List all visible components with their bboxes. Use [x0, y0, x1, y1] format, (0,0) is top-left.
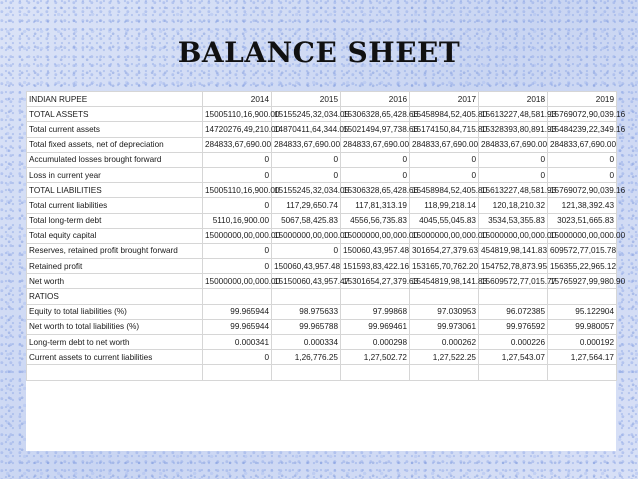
- row-value: 15174150,84,715.80: [410, 122, 479, 137]
- row-value: 1,27,502.72: [341, 350, 410, 365]
- table-row: [27, 122, 617, 137]
- row-value: 0: [203, 243, 272, 258]
- row-value: 15306328,65,428.66: [341, 107, 410, 122]
- row-value: 151593,83,422.16: [341, 259, 410, 274]
- table-row: [27, 304, 617, 319]
- row-label: Retained profit: [27, 259, 203, 274]
- row-value: 0: [203, 198, 272, 213]
- table-header-row: [27, 92, 617, 107]
- row-value: 3023,51,665.83: [548, 213, 617, 228]
- row-value: 0: [272, 167, 341, 182]
- table-row: [27, 167, 617, 182]
- row-value: 153165,70,762.20: [410, 259, 479, 274]
- row-label: TOTAL ASSETS: [27, 107, 203, 122]
- row-value: 14870411,64,344.05: [272, 122, 341, 137]
- table-row: [27, 350, 617, 365]
- balance-sheet-table: [26, 91, 626, 381]
- slide-title: BALANCE SHEET: [177, 36, 461, 69]
- row-value: 118,99,218.14: [410, 198, 479, 213]
- row-label: RATIOS: [27, 289, 203, 304]
- row-value: 150060,43,957.48: [341, 243, 410, 258]
- empty-cell: [410, 365, 479, 380]
- row-value: 0: [410, 167, 479, 182]
- row-label: Reserves, retained profit brought forward: [27, 243, 203, 258]
- row-value: 0.000192: [548, 335, 617, 350]
- empty-cell: [341, 365, 410, 380]
- row-value: 99.980057: [548, 319, 617, 334]
- row-value: 15150060,43,957.47: [272, 274, 341, 289]
- row-value: 15000000,00,000.00: [272, 228, 341, 243]
- row-value: 15000000,00,000.00: [548, 228, 617, 243]
- row-label: Total current liabilities: [27, 198, 203, 213]
- table-row: [27, 213, 617, 228]
- row-value: 95.122904: [548, 304, 617, 319]
- row-value: 0: [203, 259, 272, 274]
- row-value: [203, 289, 272, 304]
- table-row: [27, 183, 617, 198]
- row-value: 96.072385: [479, 304, 548, 319]
- row-value: 15454819,98,141.83: [410, 274, 479, 289]
- row-value: 15306328,65,428.66: [341, 183, 410, 198]
- row-value: 0: [341, 152, 410, 167]
- row-label: Current assets to current liabilities: [27, 350, 203, 365]
- row-value: 1,27,564.17: [548, 350, 617, 365]
- row-value: 5067,58,425.83: [272, 213, 341, 228]
- table-row: [27, 198, 617, 213]
- row-value: 15021494,97,738.66: [341, 122, 410, 137]
- row-value: 117,81,313.19: [341, 198, 410, 213]
- header-year: 2014: [203, 92, 272, 107]
- row-label: Accumulated losses brought forward: [27, 152, 203, 167]
- row-value: 0: [341, 167, 410, 182]
- row-value: [272, 289, 341, 304]
- row-value: 284833,67,690.00: [203, 137, 272, 152]
- row-value: 454819,98,141.83: [479, 243, 548, 258]
- row-value: 0: [272, 243, 341, 258]
- table-row: [27, 274, 617, 289]
- row-value: 99.965788: [272, 319, 341, 334]
- row-label: Long-term debt to net worth: [27, 335, 203, 350]
- table-row: [27, 243, 617, 258]
- table-row: [27, 152, 617, 167]
- header-label: INDIAN RUPEE: [27, 92, 203, 107]
- row-value: 1,26,776.25: [272, 350, 341, 365]
- row-value: 156355,22,965.12: [548, 259, 617, 274]
- row-value: 15005110,16,900.00: [203, 183, 272, 198]
- empty-cell: [272, 365, 341, 380]
- row-value: 97.99868: [341, 304, 410, 319]
- table-row: [27, 137, 617, 152]
- row-value: [410, 289, 479, 304]
- table-row: [27, 319, 617, 334]
- row-value: 0.000334: [272, 335, 341, 350]
- row-value: 284833,67,690.00: [272, 137, 341, 152]
- row-value: 15155245,32,034.05: [272, 107, 341, 122]
- balance-sheet-table-container: [26, 91, 626, 451]
- row-value: 284833,67,690.00: [410, 137, 479, 152]
- row-value: 15000000,00,000.00: [341, 228, 410, 243]
- header-year: 2017: [410, 92, 479, 107]
- row-value: 15613227,48,581.93: [479, 107, 548, 122]
- row-value: 0: [548, 167, 617, 182]
- row-value: 0: [272, 152, 341, 167]
- row-value: 0.000341: [203, 335, 272, 350]
- table-row: [27, 289, 617, 304]
- header-year: 2015: [272, 92, 341, 107]
- row-value: 99.965944: [203, 319, 272, 334]
- row-label: TOTAL LIABILITIES: [27, 183, 203, 198]
- header-year: 2018: [479, 92, 548, 107]
- row-value: 609572,77,015.78: [548, 243, 617, 258]
- row-value: 0: [548, 152, 617, 167]
- row-value: 284833,67,690.00: [548, 137, 617, 152]
- header-year: 2016: [341, 92, 410, 107]
- row-value: 4556,56,735.83: [341, 213, 410, 228]
- row-value: 15005110,16,900.00: [203, 107, 272, 122]
- row-value: 15155245,32,034.05: [272, 183, 341, 198]
- row-value: 5110,16,900.00: [203, 213, 272, 228]
- row-value: 117,29,650.74: [272, 198, 341, 213]
- row-value: 15613227,48,581.93: [479, 183, 548, 198]
- row-value: 0: [479, 167, 548, 182]
- empty-cell: [479, 365, 548, 380]
- row-value: 0: [203, 167, 272, 182]
- table-row: [27, 335, 617, 350]
- row-value: 0: [479, 152, 548, 167]
- row-value: 99.976592: [479, 319, 548, 334]
- row-value: [479, 289, 548, 304]
- row-value: 0: [203, 152, 272, 167]
- row-value: 15000000,00,000.00: [203, 228, 272, 243]
- row-value: 15000000,00,000.00: [203, 274, 272, 289]
- table-empty-row: [27, 365, 617, 380]
- row-value: 3534,53,355.83: [479, 213, 548, 228]
- row-value: 15000000,00,000.00: [479, 228, 548, 243]
- row-value: 4045,55,045.83: [410, 213, 479, 228]
- row-value: 14720276,49,210.00: [203, 122, 272, 137]
- row-value: 15765927,99,980.90: [548, 274, 617, 289]
- row-value: 99.965944: [203, 304, 272, 319]
- row-value: 1,27,522.25: [410, 350, 479, 365]
- row-value: 15769072,90,039.16: [548, 107, 617, 122]
- row-value: 99.969461: [341, 319, 410, 334]
- row-value: 121,38,392.43: [548, 198, 617, 213]
- row-value: 15609572,77,015.77: [479, 274, 548, 289]
- row-value: 0.000298: [341, 335, 410, 350]
- row-label: Total fixed assets, net of depreciation: [27, 137, 203, 152]
- row-label: Total equity capital: [27, 228, 203, 243]
- row-value: 150060,43,957.48: [272, 259, 341, 274]
- row-label: Total long-term debt: [27, 213, 203, 228]
- row-label: Loss in current year: [27, 167, 203, 182]
- row-value: [548, 289, 617, 304]
- row-value: 15000000,00,000.00: [410, 228, 479, 243]
- row-value: 0.000262: [410, 335, 479, 350]
- row-value: 0.000226: [479, 335, 548, 350]
- empty-cell: [203, 365, 272, 380]
- row-value: 120,18,210.32: [479, 198, 548, 213]
- row-value: 0: [410, 152, 479, 167]
- table-row: [27, 259, 617, 274]
- row-value: 0: [203, 350, 272, 365]
- empty-cell: [27, 365, 203, 380]
- row-value: 301654,27,379.63: [410, 243, 479, 258]
- row-label: Total current assets: [27, 122, 203, 137]
- empty-cell: [548, 365, 617, 380]
- row-value: 15458984,52,405.80: [410, 107, 479, 122]
- row-value: 99.973061: [410, 319, 479, 334]
- row-label: Net worth: [27, 274, 203, 289]
- row-label: Net worth to total liabilities (%): [27, 319, 203, 334]
- row-value: 15328393,80,891.93: [479, 122, 548, 137]
- header-year: 2019: [548, 92, 617, 107]
- row-value: 15458984,52,405.80: [410, 183, 479, 198]
- row-value: 15484239,22,349.16: [548, 122, 617, 137]
- table-row: [27, 228, 617, 243]
- row-value: 284833,67,690.00: [341, 137, 410, 152]
- row-value: 284833,67,690.00: [479, 137, 548, 152]
- row-value: 1,27,543.07: [479, 350, 548, 365]
- table-row: [27, 107, 617, 122]
- row-value: 15769072,90,039.16: [548, 183, 617, 198]
- row-value: 154752,78,873.95: [479, 259, 548, 274]
- table-body: [27, 107, 626, 380]
- row-value: 98.975633: [272, 304, 341, 319]
- row-value: 97.030953: [410, 304, 479, 319]
- row-label: Equity to total liabilities (%): [27, 304, 203, 319]
- row-value: 15301654,27,379.63: [341, 274, 410, 289]
- row-value: [341, 289, 410, 304]
